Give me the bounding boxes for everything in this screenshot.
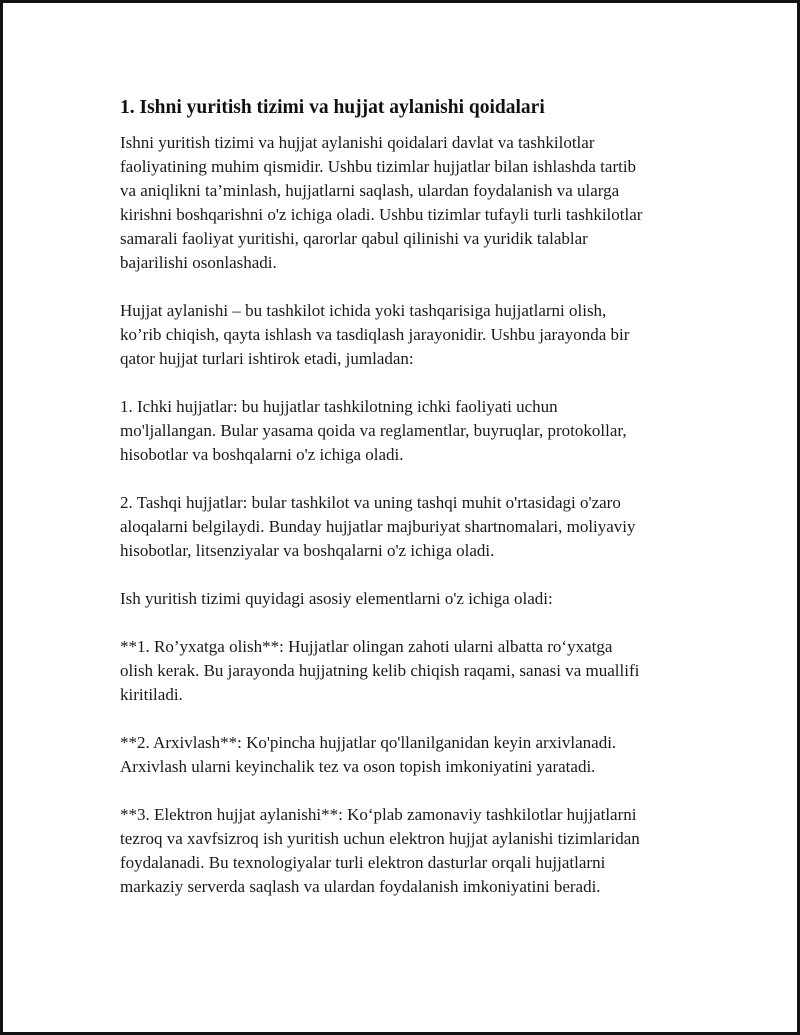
text-line: ko’rib chiqish, qayta ishlash va tasdiqlash jarayonidir. Ushbu jarayonda bir: [120, 325, 630, 344]
paragraph-external-documents: [120, 491, 698, 563]
paragraph-registration: [120, 635, 698, 707]
text-line: hisobotlar va boshqalarni o'z ichiga oladi.: [120, 445, 404, 464]
text-line: Hujjat aylanishi – bu tashkilot ichida yoki tashqarisiga hujjatlarni olish,: [120, 301, 607, 320]
text-line: faoliyatining muhim qismidir. Ushbu tizimlar hujjatlar bilan ishlashda tartib: [120, 157, 637, 176]
paragraph-elements-intro: [120, 587, 698, 611]
text-line: bajarilishi osonlashadi.: [120, 253, 277, 272]
text-line: Arxivlash ularni keyinchalik tez va oson topish imkoniyatini yaratadi.: [120, 757, 596, 776]
paragraph-archiving: [120, 731, 698, 779]
paragraph-electronic-flow: [120, 803, 698, 899]
text-line: 2. Tashqi hujjatlar: bular tashkilot va uning tashqi muhit o'rtasidagi o'zaro: [120, 493, 621, 512]
text-line: **2. Arxivlash**: Ko'pincha hujjatlar qo'llanilganidan keyin arxivlanadi.: [120, 733, 617, 752]
paragraph-intro: [120, 131, 698, 275]
text-line: kirishni boshqarishni o'z ichiga oladi. Ushbu tizimlar tufayli turli tashkilotlar: [120, 205, 643, 224]
text-line: foydalanadi. Bu texnologiyalar turli elektron dasturlar orqali hujjatlarni: [120, 853, 606, 872]
text-line: samarali faoliyat yuritishi, qarorlar qabul qilinishi va yuridik talablar: [120, 229, 588, 248]
text-line: mo'ljallangan. Bular yasama qoida va reglamentlar, buyruqlar, protokollar,: [120, 421, 627, 440]
paragraph-document-flow: [120, 299, 698, 371]
text-line: qator hujjat turlari ishtirok etadi, jumladan:: [120, 349, 414, 368]
text-line: Ish yuritish tizimi quyidagi asosiy elementlarni o'z ichiga oladi:: [120, 589, 553, 608]
text-line: markaziy serverda saqlash va ulardan foydalanish imkoniyatini beradi.: [120, 877, 601, 896]
text-line: hisobotlar, litsenziyalar va boshqalarni o'z ichiga oladi.: [120, 541, 495, 560]
text-line: kiritiladi.: [120, 685, 183, 704]
document-title: 1. Ishni yuritish tizimi va hujjat aylanishi qoidalari: [120, 97, 545, 118]
text-line: **1. Ro’yxatga olish**: Hujjatlar olingan zahoti ularni albatta ro‘yxatga: [120, 637, 613, 656]
text-line: **3. Elektron hujjat aylanishi**: Ko‘plab zamonaviy tashkilotlar hujjatlarni: [120, 805, 637, 824]
text-line: olish kerak. Bu jarayonda hujjatning kelib chiqish raqami, sanasi va muallifi: [120, 661, 640, 680]
text-line: 1. Ichki hujjatlar: bu hujjatlar tashkilotning ichki faoliyati uchun: [120, 397, 558, 416]
text-line: va aniqlikni ta’minlash, hujjatlarni saqlash, ulardan foydalanish va ularga: [120, 181, 620, 200]
document-body: [120, 95, 698, 923]
text-line: aloqalarni belgilaydi. Bunday hujjatlar majburiyat shartnomalari, moliyaviy: [120, 517, 636, 536]
text-line: Ishni yuritish tizimi va hujjat aylanishi qoidalari davlat va tashkilotlar: [120, 133, 595, 152]
text-line: tezroq va xavfsizroq ish yuritish uchun elektron hujjat aylanishi tizimlaridan: [120, 829, 640, 848]
paragraph-internal-documents: [120, 395, 698, 467]
